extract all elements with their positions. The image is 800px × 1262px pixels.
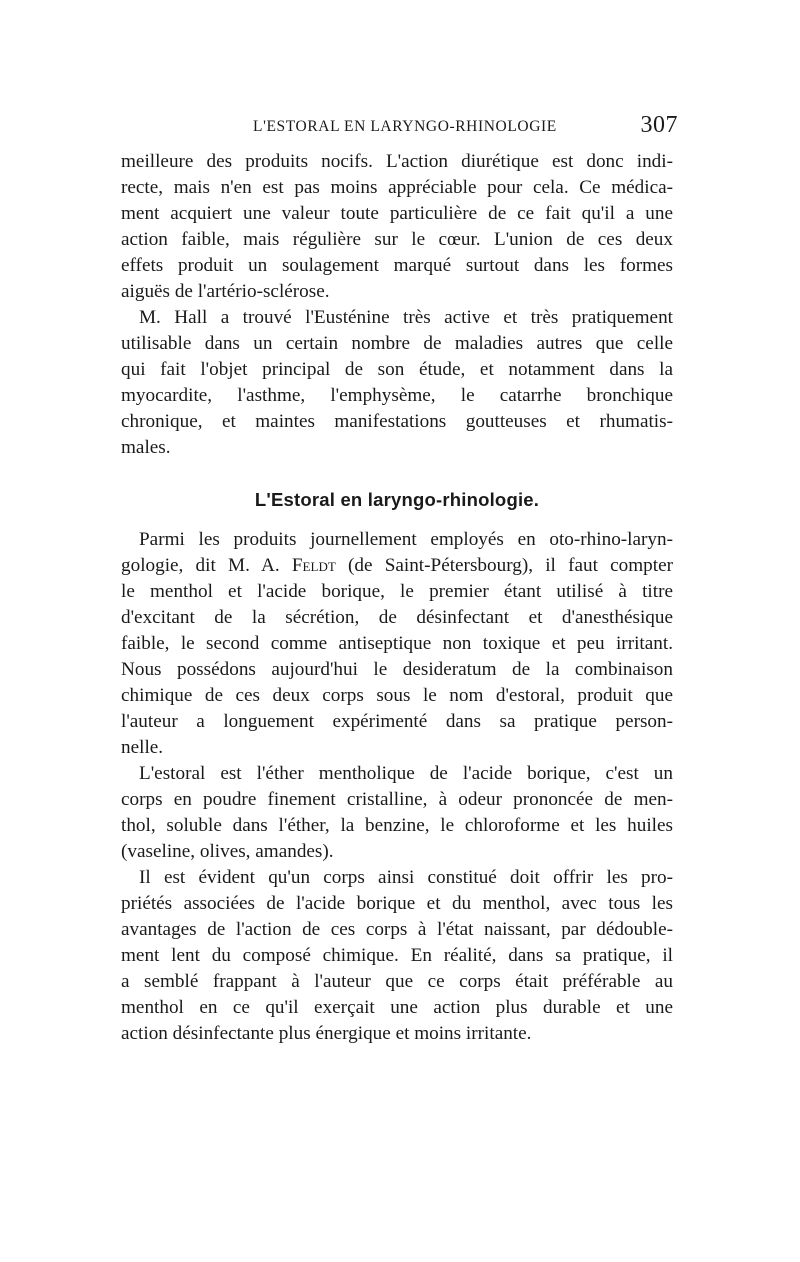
section-heading: L'Estoral en laryngo-rhinologie. (254, 489, 540, 510)
text-line: priétés associées de l'acide borique et du menthol, avec tous les (121, 893, 673, 914)
body-text (121, 149, 673, 1047)
text-line: effets produit un soulagement marqué surtout dans les formes (121, 255, 673, 276)
text-line: (vaseline, olives, amandes). (121, 841, 334, 862)
text-fragment: gologie, dit M. A. (121, 555, 292, 576)
text-line: action faible, mais régulière sur le cœur. L'union de ces deux (121, 229, 673, 250)
paragraph (121, 865, 673, 1047)
text-line (121, 553, 673, 579)
paragraph (121, 527, 673, 761)
text-line: M. Hall a trouvé l'Eusténine très active et très pratiquement (139, 307, 673, 328)
paragraph (121, 305, 673, 461)
text-line: chimique de ces deux corps sous le nom d'estoral, produit que (121, 685, 673, 706)
text-line: ment acquiert une valeur toute particulière de ce fait qu'il a une (121, 203, 673, 224)
text-line: l'auteur a longuement expérimenté dans sa pratique person- (121, 711, 673, 732)
page-number: 307 (640, 112, 678, 138)
text-line: chronique, et maintes manifestations goutteuses et rhumatis- (121, 411, 673, 432)
paragraph (121, 149, 673, 305)
text-line: aiguës de l'artério-sclérose. (121, 281, 330, 302)
text-line: thol, soluble dans l'éther, la benzine, le chloroforme et les huiles (121, 815, 673, 836)
text-line: males. (121, 437, 171, 458)
running-title: L'ESTORAL EN LARYNGO-RHINOLOGIE (253, 118, 557, 135)
running-head (118, 112, 678, 142)
text-line: ment lent du composé chimique. En réalité, dans sa pratique, il (121, 945, 673, 966)
paragraph (121, 761, 673, 865)
text-line: Parmi les produits journellement employés en oto-rhino-laryn- (139, 529, 673, 550)
text-line: qui fait l'objet principal de son étude, et notamment dans la (121, 359, 673, 380)
text-line: menthol en ce qu'il exerçait une action plus durable et une (121, 997, 673, 1018)
text-line: utilisable dans un certain nombre de maladies autres que celle (121, 333, 673, 354)
text-line: Il est évident qu'un corps ainsi constitué doit offrir les pro- (139, 867, 673, 888)
text-line: recte, mais n'en est pas moins appréciable pour cela. Ce médica- (121, 177, 673, 198)
text-line: avantages de l'action de ces corps à l'état naissant, par dédouble- (121, 919, 673, 940)
text-line: Nous possédons aujourd'hui le desideratum de la combinaison (121, 659, 673, 680)
text-line: a semblé frappant à l'auteur que ce corps était préférable au (121, 971, 673, 992)
text-line: le menthol et l'acide borique, le premier étant utilisé à titre (121, 581, 673, 602)
text-line: meilleure des produits nocifs. L'action diurétique est donc indi- (121, 151, 673, 172)
text-fragment: (de Saint-Pétersbourg), il faut compter (335, 555, 673, 576)
text-line: myocardite, l'asthme, l'emphysème, le catarrhe bronchique (121, 385, 673, 406)
author-name: Feldt (291, 555, 336, 576)
text-line: corps en poudre finement cristalline, à odeur prononcée de men- (121, 789, 673, 810)
text-line: nelle. (121, 737, 164, 758)
text-line: action désinfectante plus énergique et moins irritante. (121, 1023, 532, 1044)
text-line: L'estoral est l'éther mentholique de l'acide borique, c'est un (139, 763, 673, 784)
text-line: faible, le second comme antiseptique non toxique et peu irritant. (121, 633, 673, 654)
text-line: d'excitant de la sécrétion, de désinfectant et d'anesthésique (121, 607, 673, 628)
